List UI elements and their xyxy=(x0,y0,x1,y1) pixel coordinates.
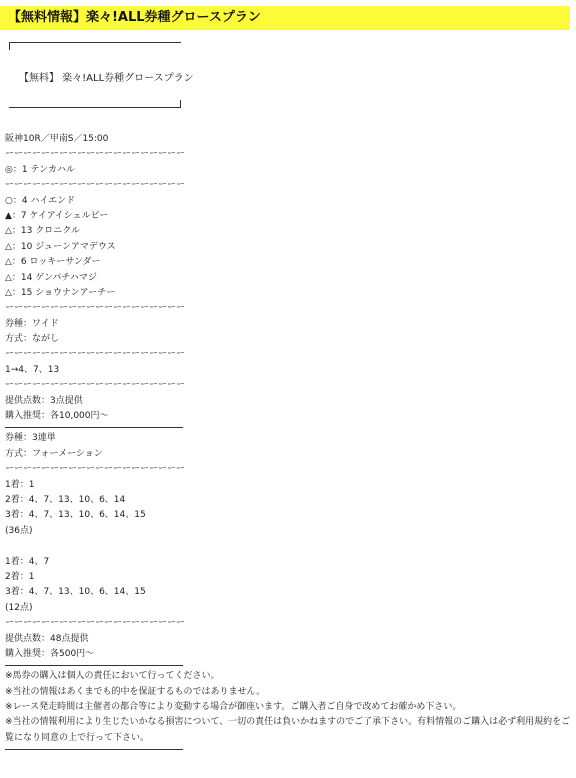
dash-separator: ーーーーーーーーーーーーーーーーーーーー xyxy=(5,618,186,629)
race-info-content xyxy=(5,132,571,753)
formation-1-first: 1着：1 xyxy=(5,479,35,490)
formation-1-second: 2着：4、7、13、10、6、14 xyxy=(5,494,126,505)
pick-renka: △：10 ジューンアマデウス xyxy=(5,241,116,252)
formation-1-count: (36点) xyxy=(5,525,33,536)
wide-point-count: 提供点数：3点提供 xyxy=(5,395,83,406)
formation-2-second: 2着：1 xyxy=(5,571,35,582)
plan-title-box xyxy=(9,42,194,108)
disclaimer-line: ※馬券の購入は個人の責任において行ってください。 xyxy=(5,671,220,682)
trifecta-recommended-stake: 購入推奨：各500円～ xyxy=(5,648,95,659)
dash-separator: ーーーーーーーーーーーーーーーーーーーー xyxy=(5,303,186,314)
dash-separator: ーーーーーーーーーーーーーーーーーーーー xyxy=(5,380,186,391)
formation-2-count: (12点) xyxy=(5,602,33,613)
pick-renka: △：6 ロッキーサンダー xyxy=(5,257,101,268)
wide-combination: 1→4、7、13 xyxy=(5,364,60,375)
dash-separator: ーーーーーーーーーーーーーーーーーーーー xyxy=(5,180,186,191)
dash-separator: ーーーーーーーーーーーーーーーーーーーー xyxy=(5,464,186,475)
formation-1-third: 3着：4、7、13、10、6、14、15 xyxy=(5,510,146,521)
pick-renka: △：14 ゲンパチハマジ xyxy=(5,272,97,283)
pick-renka: △：13 クロニクル xyxy=(5,226,80,237)
pick-renka: △：15 ショウナンアーチー xyxy=(5,287,116,298)
bet-type-trifecta: 券種：3連単 xyxy=(5,433,56,444)
wide-recommended-stake: 購入推奨：各10,000円～ xyxy=(5,411,109,422)
page-header: 【無料情報】楽々!ALL券種グロースプラン xyxy=(0,6,570,30)
dash-separator: ーーーーーーーーーーーーーーーーーーーー xyxy=(5,349,186,360)
pick-taikou: ○：4 ハイエンド xyxy=(5,195,76,206)
formation-2-third: 3着：4、7、13、10、6、14、15 xyxy=(5,587,146,598)
plan-title: 【無料】 楽々!ALL券種グロースプラン xyxy=(19,73,194,84)
bet-method-nagashi: 方式：ながし xyxy=(5,334,60,345)
section-divider xyxy=(5,746,571,753)
spacer xyxy=(5,539,571,554)
pick-tanana: ▲：7 ケイアイシェルビー xyxy=(5,210,109,221)
disclaimer-line: ※当社の情報はあくまでも的中を保証するものではありません。 xyxy=(5,686,266,697)
pick-honmei: ◎：1 テンカハル xyxy=(5,164,75,175)
box-bottom-border xyxy=(9,107,181,108)
disclaimer-line: ※当社の情報利用により生じたいかなる損害について、一切の責任は負いかねますのでご了承下さい。有料情報のご購入は必ず利用規約をご覧になり同意の上で行って下さい。 xyxy=(5,717,571,743)
dash-separator: ーーーーーーーーーーーーーーーーーーーー xyxy=(5,149,186,160)
formation-2-first: 1着：4、7 xyxy=(5,556,50,567)
bet-type-wide: 券種：ワイド xyxy=(5,318,59,329)
race-title: 阪神10R／甲南S／15:00 xyxy=(5,134,109,144)
box-left-tick xyxy=(9,42,10,50)
disclaimer-line: ※レース発走時間は主催者の都合等により変動する場合が御座います。ご購入者ご自身で改めてお確かめ下さい。 xyxy=(5,702,462,713)
bet-method-formation: 方式：フォーメーション xyxy=(5,448,103,459)
box-top-border xyxy=(9,42,181,43)
trifecta-point-count: 提供点数：48点提供 xyxy=(5,633,89,644)
section-divider xyxy=(5,424,571,431)
section-divider xyxy=(5,662,571,669)
